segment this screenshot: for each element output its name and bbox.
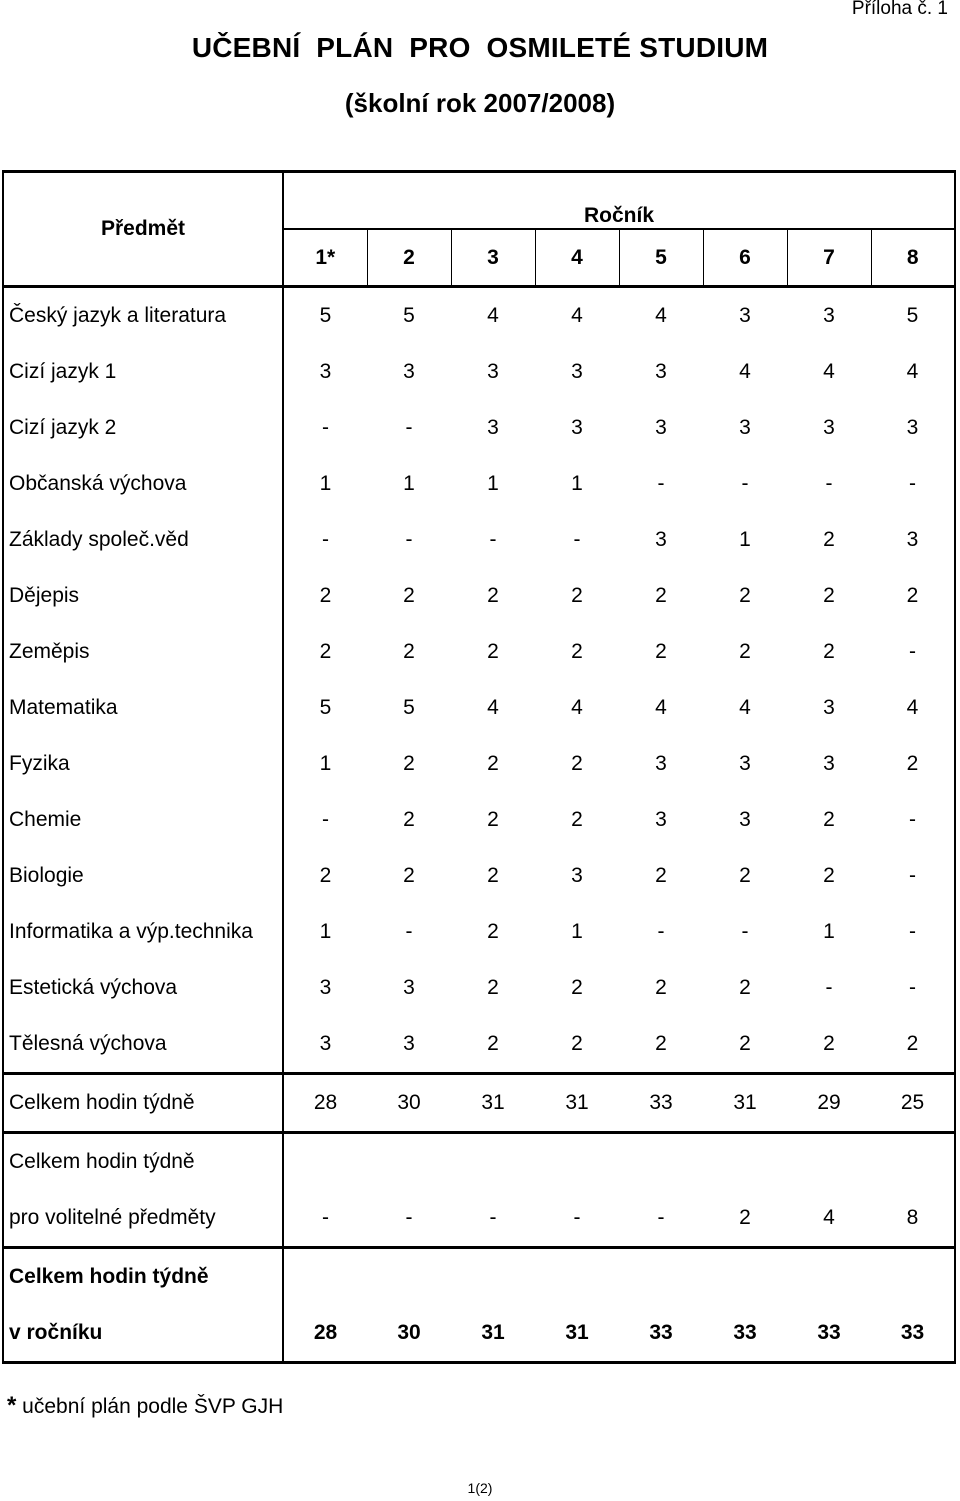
- hours-cell: -: [657, 472, 665, 495]
- hours-cell: 4: [451, 287, 535, 345]
- hours-cell: 2: [487, 808, 499, 831]
- cell: 28: [283, 1074, 367, 1133]
- cell: 25: [871, 1074, 955, 1133]
- subject-name: Informatika a výp.technika: [3, 904, 283, 960]
- subject-name: Cizí jazyk 1: [3, 344, 283, 400]
- hours-cell: 4: [571, 696, 583, 719]
- row-label: Celkem hodin týdně: [3, 1133, 283, 1191]
- subject-row: [3, 624, 955, 680]
- hours-cell: 4: [739, 360, 751, 383]
- hours-cell: 3: [655, 808, 667, 831]
- subject-name: Zeměpis: [3, 624, 283, 680]
- elective-row: [3, 1190, 955, 1248]
- hours-cell: 2: [487, 1032, 499, 1055]
- cell: 31: [535, 1305, 619, 1363]
- hours-cell: 2: [823, 528, 835, 551]
- hours-cell: 4: [619, 287, 703, 345]
- subject-row: [3, 287, 955, 345]
- hours-cell: 1: [823, 920, 835, 943]
- hours-cell: 3: [703, 287, 787, 345]
- subject-name: Dějepis: [3, 568, 283, 624]
- page-title: UČEBNÍ PLÁN PRO OSMILETÉ STUDIUM: [191, 32, 769, 63]
- subject-row: [3, 736, 955, 792]
- year-header: 3: [451, 229, 535, 287]
- hours-cell: -: [283, 792, 367, 848]
- hours-cell: 2: [403, 752, 415, 775]
- hours-cell: 2: [739, 976, 751, 999]
- hours-cell: 2: [403, 640, 415, 663]
- year-header: 8: [871, 229, 955, 287]
- hours-cell: 2: [403, 808, 415, 831]
- hours-cell: 2: [487, 752, 499, 775]
- subject-name: Estetická výchova: [3, 960, 283, 1016]
- hours-cell: 2: [823, 864, 835, 887]
- cell: -: [283, 1190, 367, 1248]
- cell: 31: [451, 1074, 535, 1133]
- cell: 30: [367, 1074, 451, 1133]
- hours-cell: -: [825, 472, 833, 495]
- hours-cell: 4: [871, 344, 955, 400]
- hours-cell: 2: [283, 848, 367, 904]
- hours-cell: 2: [823, 1032, 835, 1055]
- subject-row: [3, 848, 955, 904]
- hours-cell: 1: [283, 736, 367, 792]
- hours-cell: 2: [403, 584, 415, 607]
- cell: 31: [451, 1305, 535, 1363]
- cell: -: [573, 1206, 581, 1229]
- hours-cell: 3: [655, 528, 667, 551]
- subject-row: [3, 568, 955, 624]
- hours-cell: -: [871, 456, 955, 512]
- hours-cell: 3: [823, 696, 835, 719]
- hours-cell: 2: [739, 584, 751, 607]
- year-header: 7: [787, 229, 871, 287]
- footnote-star: *: [7, 1392, 17, 1419]
- hours-cell: -: [283, 400, 367, 456]
- hours-cell: 3: [823, 752, 835, 775]
- hours-cell: 1: [283, 904, 367, 960]
- hours-cell: 1: [403, 472, 415, 495]
- subject-name: Fyzika: [3, 736, 283, 792]
- hours-cell: -: [405, 920, 413, 943]
- year-group-header: Ročník: [283, 172, 955, 230]
- hours-cell: -: [871, 624, 955, 680]
- hours-cell: 3: [739, 808, 751, 831]
- hours-cell: 5: [283, 287, 367, 345]
- subject-name: Občanská výchova: [3, 456, 283, 512]
- hours-cell: 3: [655, 360, 667, 383]
- hours-cell: 4: [535, 287, 619, 345]
- hours-cell: 2: [739, 1032, 751, 1055]
- subject-name: Tělesná výchova: [3, 1016, 283, 1074]
- hours-cell: -: [871, 792, 955, 848]
- hours-cell: 3: [487, 360, 499, 383]
- hours-cell: -: [871, 960, 955, 1016]
- subject-row: [3, 792, 955, 848]
- cell: 28: [283, 1305, 367, 1363]
- hours-cell: -: [871, 848, 955, 904]
- hours-cell: 2: [655, 864, 667, 887]
- hours-cell: 2: [571, 584, 583, 607]
- hours-cell: 2: [655, 976, 667, 999]
- hours-cell: 3: [871, 400, 955, 456]
- hours-cell: 4: [655, 696, 667, 719]
- subject-name: Matematika: [3, 680, 283, 736]
- subject-row: [3, 344, 955, 400]
- hours-cell: 2: [283, 568, 367, 624]
- hours-cell: 2: [871, 736, 955, 792]
- hours-cell: 1: [571, 472, 583, 495]
- hours-cell: 2: [823, 640, 835, 663]
- hours-cell: 2: [487, 864, 499, 887]
- hours-cell: 3: [571, 360, 583, 383]
- cell: -: [405, 1206, 413, 1229]
- hours-cell: 4: [739, 696, 751, 719]
- grade-total-row: [3, 1305, 955, 1363]
- hours-cell: 3: [655, 416, 667, 439]
- curriculum-table: [2, 170, 956, 1364]
- elective-row-label: [3, 1133, 955, 1191]
- cell: -: [489, 1206, 497, 1229]
- hours-cell: -: [871, 904, 955, 960]
- row-label: Celkem hodin týdně: [3, 1074, 283, 1133]
- hours-cell: 3: [283, 1016, 367, 1074]
- total-weekly-row: [3, 1074, 955, 1133]
- hours-cell: 3: [871, 512, 955, 568]
- page-number: 1(2): [467, 1480, 493, 1496]
- hours-cell: 3: [571, 416, 583, 439]
- hours-cell: 2: [283, 624, 367, 680]
- hours-cell: 3: [403, 976, 415, 999]
- hours-cell: 3: [403, 1032, 415, 1055]
- hours-cell: 5: [283, 680, 367, 736]
- hours-cell: 2: [823, 584, 835, 607]
- hours-cell: 3: [787, 287, 871, 345]
- cell: 30: [367, 1305, 451, 1363]
- subject-row: [3, 400, 955, 456]
- hours-cell: 4: [871, 680, 955, 736]
- subject-row: [3, 512, 955, 568]
- cell: 33: [871, 1305, 955, 1363]
- hours-cell: 2: [655, 584, 667, 607]
- hours-cell: 2: [655, 1032, 667, 1055]
- hours-cell: 2: [571, 640, 583, 663]
- hours-cell: 2: [403, 864, 415, 887]
- subject-column-header: Předmět: [3, 172, 283, 287]
- footnote: [7, 1392, 283, 1420]
- year-header: 1*: [283, 229, 367, 287]
- hours-cell: 3: [487, 416, 499, 439]
- subject-name: Cizí jazyk 2: [3, 400, 283, 456]
- subject-row: [3, 904, 955, 960]
- hours-cell: 2: [823, 808, 835, 831]
- hours-cell: 3: [739, 752, 751, 775]
- hours-cell: -: [573, 528, 581, 551]
- hours-cell: 2: [487, 920, 499, 943]
- year-header: 6: [703, 229, 787, 287]
- subject-row: [3, 456, 955, 512]
- hours-cell: 4: [487, 696, 499, 719]
- year-header: 2: [367, 229, 451, 287]
- hours-cell: 2: [487, 584, 499, 607]
- hours-cell: 3: [403, 360, 415, 383]
- hours-cell: 2: [871, 1016, 955, 1074]
- subject-name: Základy společ.věd: [3, 512, 283, 568]
- hours-cell: 1: [739, 528, 751, 551]
- row-label: v ročníku: [3, 1305, 283, 1363]
- cell: -: [657, 1206, 665, 1229]
- subject-row: [3, 1016, 955, 1074]
- page-subtitle: (školní rok 2007/2008): [344, 88, 616, 118]
- hours-cell: 2: [739, 640, 751, 663]
- hours-cell: 3: [739, 416, 751, 439]
- hours-cell: 3: [283, 960, 367, 1016]
- hours-cell: -: [405, 416, 413, 439]
- year-header: 4: [535, 229, 619, 287]
- hours-cell: 2: [655, 640, 667, 663]
- subject-row: [3, 680, 955, 736]
- hours-cell: 1: [487, 472, 499, 495]
- cell: 4: [823, 1206, 835, 1229]
- hours-cell: -: [741, 472, 749, 495]
- hours-cell: 2: [739, 864, 751, 887]
- footnote-text: učební plán podle ŠVP GJH: [16, 1395, 284, 1418]
- hours-cell: 3: [283, 344, 367, 400]
- cell: 33: [619, 1305, 703, 1363]
- cell: 31: [535, 1074, 619, 1133]
- subject-name: Český jazyk a literatura: [3, 287, 283, 345]
- subject-name: Chemie: [3, 792, 283, 848]
- hours-cell: 3: [571, 864, 583, 887]
- year-header: 5: [619, 229, 703, 287]
- hours-cell: 3: [655, 752, 667, 775]
- cell: 29: [787, 1074, 871, 1133]
- hours-cell: 2: [487, 976, 499, 999]
- hours-cell: 1: [571, 920, 583, 943]
- cell: 2: [739, 1206, 751, 1229]
- cell: 31: [703, 1074, 787, 1133]
- hours-cell: 2: [571, 1032, 583, 1055]
- hours-cell: 2: [571, 808, 583, 831]
- hours-cell: 5: [367, 287, 451, 345]
- cell: 33: [703, 1305, 787, 1363]
- hours-cell: -: [283, 512, 367, 568]
- hours-cell: 2: [571, 976, 583, 999]
- hours-cell: -: [825, 976, 833, 999]
- hours-cell: 2: [571, 752, 583, 775]
- hours-cell: 3: [823, 416, 835, 439]
- grade-total-row-label: [3, 1248, 955, 1306]
- hours-cell: -: [741, 920, 749, 943]
- hours-cell: -: [657, 920, 665, 943]
- annex-label: Příloha č. 1: [851, 0, 948, 19]
- row-label: Celkem hodin týdně: [3, 1248, 283, 1306]
- hours-cell: 1: [283, 456, 367, 512]
- cell: 8: [871, 1190, 955, 1248]
- subject-row: [3, 960, 955, 1016]
- row-label: pro volitelné předměty: [3, 1190, 283, 1248]
- hours-cell: 2: [871, 568, 955, 624]
- hours-cell: 5: [403, 696, 415, 719]
- cell: 33: [619, 1074, 703, 1133]
- subject-name: Biologie: [3, 848, 283, 904]
- hours-cell: 4: [823, 360, 835, 383]
- hours-cell: -: [489, 528, 497, 551]
- hours-cell: 2: [487, 640, 499, 663]
- hours-cell: 5: [871, 287, 955, 345]
- hours-cell: -: [405, 528, 413, 551]
- cell: 33: [787, 1305, 871, 1363]
